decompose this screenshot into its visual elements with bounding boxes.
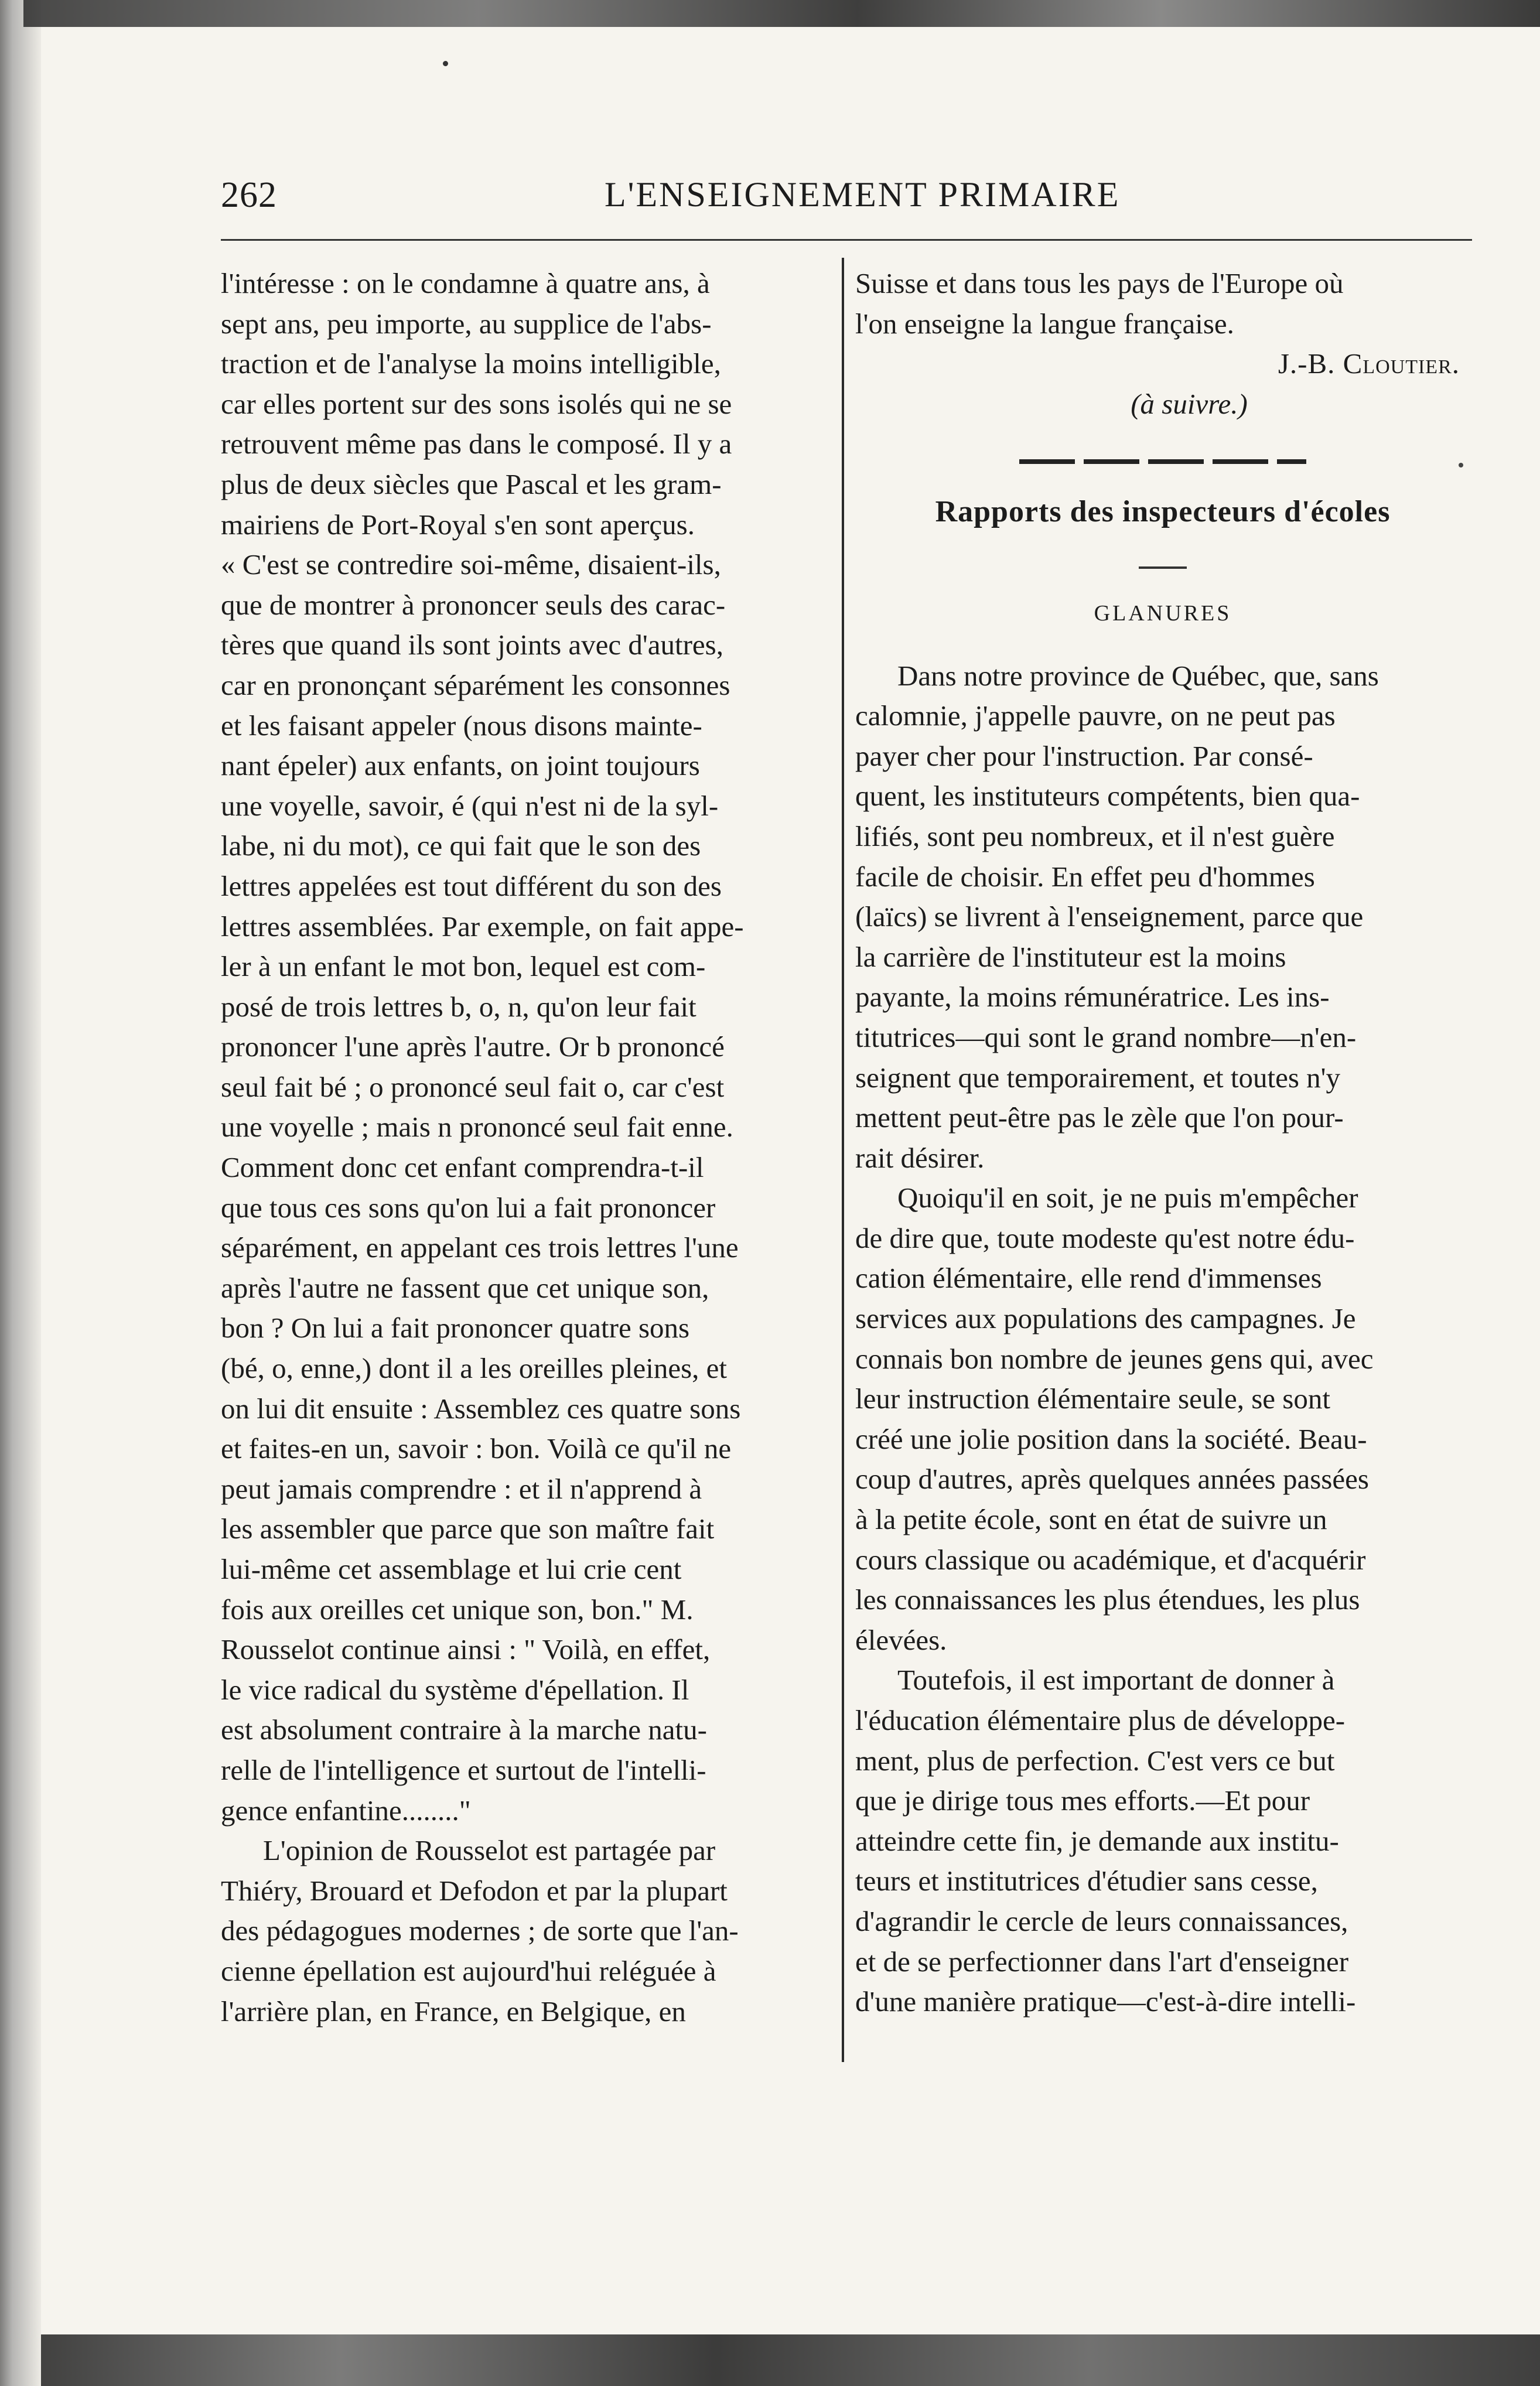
text-line: d'une manière pratique—c'est-à-dire intelli- bbox=[855, 1985, 1356, 2018]
paragraph bbox=[855, 1660, 1470, 2022]
ink-speck bbox=[443, 61, 448, 66]
text-line: les connaissances les plus étendues, les plus bbox=[855, 1583, 1360, 1616]
text-line: des pédagogues modernes ; de sorte que l'an- bbox=[221, 1914, 739, 1947]
text-line: cation élémentaire, elle rend d'immenses bbox=[855, 1262, 1322, 1295]
text-line: coup d'autres, après quelques années passées bbox=[855, 1463, 1369, 1496]
text-line: et de se perfectionner dans l'art d'enseigner bbox=[855, 1945, 1349, 1978]
paragraph bbox=[855, 1178, 1470, 1660]
text-line: cienne épellation est aujourd'hui reléguée à bbox=[221, 1954, 716, 1987]
text-line: Thiéry, Brouard et Defodon et par la plupart bbox=[221, 1874, 728, 1907]
text-line: après l'autre ne fassent que cet unique son, bbox=[221, 1271, 709, 1304]
text-line: seul fait bé ; o prononcé seul fait o, car c'est bbox=[221, 1070, 725, 1103]
text-line: Suisse et dans tous les pays de l'Europe où bbox=[855, 267, 1344, 299]
text-line: facile de choisir. En effet peu d'hommes bbox=[855, 860, 1315, 893]
text-line: mairiens de Port-Royal s'en sont aperçus. bbox=[221, 508, 695, 541]
text-line: que je dirige tous mes efforts.—Et pour bbox=[855, 1784, 1310, 1817]
text-line: labe, ni du mot), ce qui fait que le son des bbox=[221, 830, 701, 862]
text-line: posé de trois lettres b, o, n, qu'on leur fait bbox=[221, 990, 696, 1023]
text-line: ment, plus de perfection. C'est vers ce but bbox=[855, 1744, 1335, 1777]
text-line: fois aux oreilles cet unique son, bon." M. bbox=[221, 1593, 694, 1626]
text-line: à la petite école, sont en état de suivre un bbox=[855, 1503, 1327, 1536]
header-rule bbox=[221, 239, 1472, 241]
text-line: titutrices—qui sont le grand nombre—n'en- bbox=[855, 1020, 1357, 1053]
to-be-continued-note: (à suivre.) bbox=[1131, 387, 1248, 420]
text-line: l'éducation élémentaire plus de développe- bbox=[855, 1704, 1346, 1736]
text-line: L'opinion de Rousselot est partagée par bbox=[263, 1834, 716, 1867]
text-line: services aux populations des campagnes. Je bbox=[855, 1302, 1356, 1335]
short-rule bbox=[1139, 566, 1187, 569]
text-line: séparément, en appelant ces trois lettres l'une bbox=[221, 1231, 739, 1264]
text-line: « C'est se contredire soi-même, disaient-ils, bbox=[221, 548, 721, 581]
text-line: sept ans, peu importe, au supplice de l'abs- bbox=[221, 307, 712, 340]
text-line: car en prononçant séparément les consonnes bbox=[221, 668, 730, 701]
text-line: mettent peut-être pas le zèle que l'on pour- bbox=[855, 1101, 1344, 1134]
text-line: Toutefois, il est important de donner à bbox=[897, 1664, 1335, 1697]
text-line: gence enfantine........" bbox=[221, 1794, 471, 1827]
paragraph bbox=[221, 264, 830, 1831]
text-line: l'arrière plan, en France, en Belgique, en bbox=[221, 1995, 686, 2027]
text-line: que de montrer à prononcer seuls des carac- bbox=[221, 588, 726, 621]
page-bottom-edge-shadow bbox=[41, 2334, 1540, 2386]
page-top-edge-shadow bbox=[23, 0, 1540, 27]
section-ornament-rule bbox=[1019, 459, 1306, 464]
right-column bbox=[855, 264, 1470, 2022]
text-line: le vice radical du système d'épellation. Il bbox=[221, 1673, 689, 1706]
paragraph bbox=[855, 264, 1470, 344]
text-line: l'intéresse : on le condamne à quatre ans, à bbox=[221, 267, 710, 299]
text-line: créé une jolie position dans la société. Beau- bbox=[855, 1422, 1367, 1455]
text-line: connais bon nombre de jeunes gens qui, avec bbox=[855, 1342, 1374, 1375]
text-line: leur instruction élémentaire seule, se sont bbox=[855, 1383, 1330, 1415]
text-line: prononcer l'une après l'autre. Or b prononcé bbox=[221, 1030, 725, 1063]
text-line: (laïcs) se livrent à l'enseignement, parce que bbox=[855, 900, 1364, 933]
author-signature: J.-B. Cloutier. bbox=[1278, 347, 1460, 380]
text-line: de dire que, toute modeste qu'est notre édu- bbox=[855, 1221, 1355, 1254]
text-line: retrouvent même pas dans le composé. Il y a bbox=[221, 428, 732, 460]
text-line: une voyelle, savoir, é (qui n'est ni de la syl- bbox=[221, 789, 719, 822]
text-line: car elles portent sur des sons isolés qui ne se bbox=[221, 387, 732, 420]
text-line: tères que quand ils sont joints avec d'autres, bbox=[221, 629, 723, 661]
page-left-edge-shadow bbox=[0, 0, 41, 2386]
text-line: ler à un enfant le mot bon, lequel est com- bbox=[221, 950, 706, 983]
text-line: une voyelle ; mais n prononcé seul fait enne. bbox=[221, 1111, 733, 1143]
text-line: d'agrandir le cercle de leurs connaissances, bbox=[855, 1904, 1348, 1937]
text-line: Dans notre province de Québec, que, sans bbox=[897, 659, 1379, 692]
text-line: est absolument contraire à la marche natu- bbox=[221, 1713, 707, 1746]
text-line: seignent que temporairement, et toutes n'y bbox=[855, 1061, 1340, 1094]
text-line: bon ? On lui a fait prononcer quatre sons bbox=[221, 1312, 690, 1344]
text-line: plus de deux siècles que Pascal et les gram- bbox=[221, 467, 722, 500]
subheading: GLANURES bbox=[1094, 600, 1232, 626]
text-line: l'on enseigne la langue française. bbox=[855, 307, 1234, 340]
text-line: peut jamais comprendre : et il n'apprend à bbox=[221, 1472, 702, 1505]
text-line: Quoiqu'il en soit, je ne puis m'empêcher bbox=[897, 1182, 1358, 1214]
text-line: Comment donc cet enfant comprendra-t-il bbox=[221, 1151, 704, 1184]
text-line: et faites-en un, savoir : bon. Voilà ce qu'il ne bbox=[221, 1432, 732, 1465]
running-head bbox=[221, 175, 1472, 221]
text-line: les assembler que parce que son maître fait bbox=[221, 1513, 715, 1545]
column-divider bbox=[842, 258, 844, 2062]
left-column bbox=[221, 264, 830, 2032]
text-line: payer cher pour l'instruction. Par consé- bbox=[855, 739, 1313, 772]
text-line: atteindre cette fin, je demande aux institu- bbox=[855, 1824, 1339, 1857]
journal-title: L'ENSEIGNEMENT PRIMAIRE bbox=[605, 175, 1121, 214]
text-line: (bé, o, enne,) dont il a les oreilles pleines, et bbox=[221, 1352, 728, 1385]
text-line: rait désirer. bbox=[855, 1141, 985, 1174]
text-line: lettres appelées est tout différent du son des bbox=[221, 869, 722, 902]
text-line: lettres assemblées. Par exemple, on fait appe- bbox=[221, 910, 744, 943]
text-line: quent, les instituteurs compétents, bien qua- bbox=[855, 780, 1360, 813]
text-line: nant épeler) aux enfants, on joint toujours bbox=[221, 749, 700, 782]
text-line: lui-même cet assemblage et lui crie cent bbox=[221, 1553, 682, 1585]
text-line: traction et de l'analyse la moins intelligible, bbox=[221, 347, 721, 380]
text-line: relle de l'intelligence et surtout de l'intelli- bbox=[221, 1753, 706, 1786]
text-line: Rousselot continue ainsi : " Voilà, en effet, bbox=[221, 1633, 711, 1666]
text-line: élevées. bbox=[855, 1623, 947, 1656]
page-number: 262 bbox=[221, 175, 277, 215]
text-line: lifiés, sont peu nombreux, et il n'est guère bbox=[855, 820, 1335, 852]
text-line: calomnie, j'appelle pauvre, on ne peut pas bbox=[855, 699, 1336, 732]
section-title: Rapports des inspecteurs d'écoles bbox=[935, 495, 1391, 529]
text-line: que tous ces sons qu'on lui a fait prononcer bbox=[221, 1191, 716, 1224]
text-line: on lui dit ensuite : Assemblez ces quatre sons bbox=[221, 1392, 741, 1425]
text-line: payante, la moins rémunératrice. Les ins- bbox=[855, 981, 1330, 1013]
paragraph bbox=[855, 656, 1470, 1179]
text-line: teurs et institutrices d'étudier sans cesse, bbox=[855, 1865, 1318, 1897]
paragraph bbox=[221, 1831, 830, 2032]
text-line: cours classique ou académique, et d'acquérir bbox=[855, 1543, 1366, 1576]
text-line: et les faisant appeler (nous disons mainte- bbox=[221, 709, 702, 742]
text-line: la carrière de l'instituteur est la moins bbox=[855, 940, 1286, 973]
